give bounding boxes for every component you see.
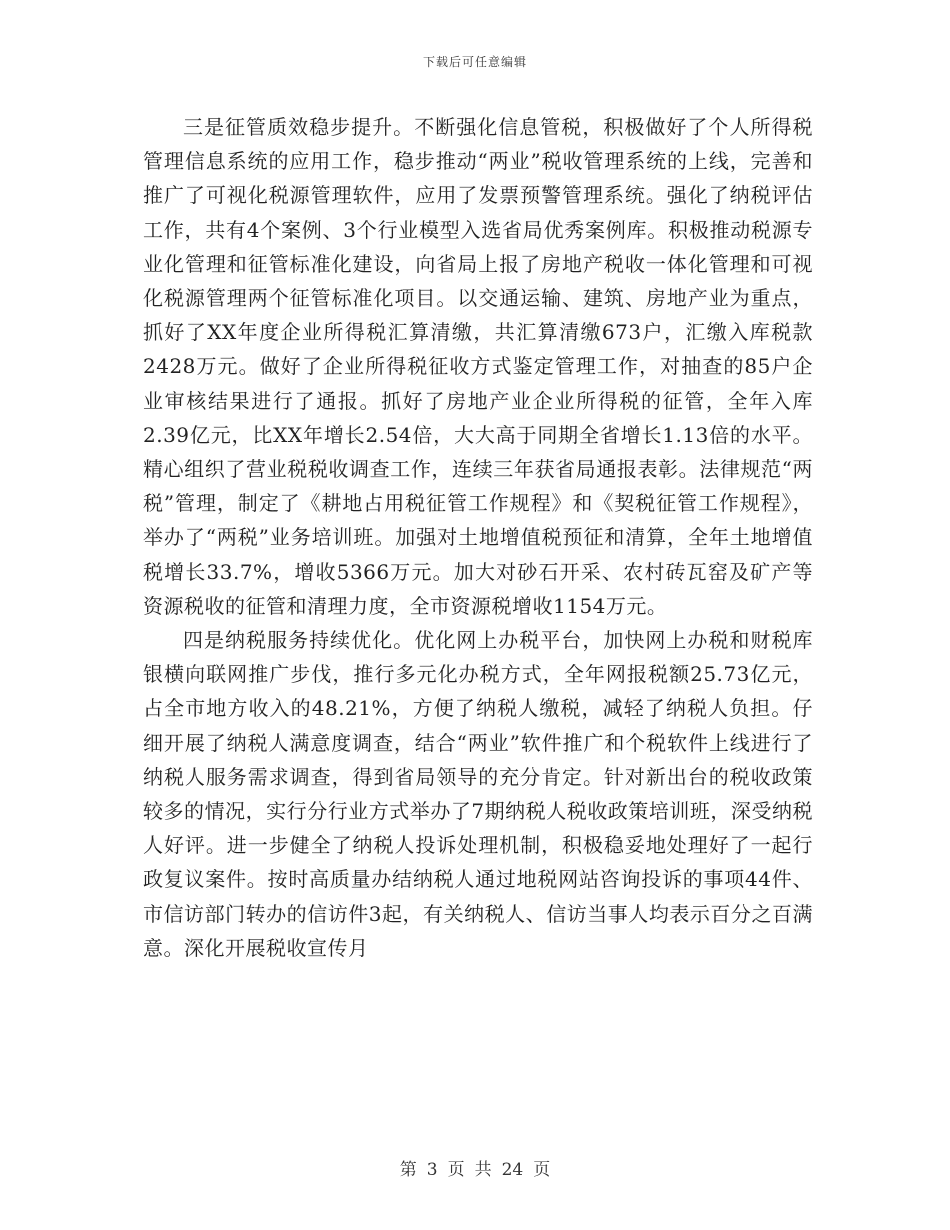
paragraph-collection-quality: 三是征管质效稳步提升。不断强化信息管税，积极做好了个人所得税管理信息系统的应用工作，稳步推动“两业”税收管理系统的上线，完善和推广了可视化税源管理软件，应用了发票预警管理系统。强化了纳税评估工作，共有4个案例、3个行业模型入选省局优秀案例库。积极推动税源专业化管理和征管标准化建设，向省局上报了房地产税收一体化管理和可视化税源管理两个征管标准化项目。以交通运输、建筑、房地产业为重点，抓好了XX年度企业所得税汇算清缴，共汇算清缴673户，汇缴入库税款2428万元。做好了企业所得税征收方式鉴定管理工作，对抽查的85户企业审核结果进行了通报。抓好了房地产业企业所得税的征管，全年入库2.39亿元，比XX年增长2.54倍，大大高于同期全省增长1.13倍的水平。精心组织了营业税税收调查工作，连续三年获省局通报表彰。法律规范“两税”管理，制定了《耕地占用税征管工作规程》和《契税征管工作规程》，举办了“两税”业务培训班。加强对土地增值税预征和清算，全年土地增值税增长33.7%，增收5366万元。加大对砂石开采、农村砖瓦窑及矿产等资源税收的征管和清理力度，全市资源税增收1154万元。 — [143, 115, 813, 618]
total-page-count: 24 — [501, 1160, 524, 1180]
current-page-number: 3 — [426, 1160, 438, 1180]
footer-total-label: 共 — [474, 1160, 492, 1180]
footer-page-label: 页 — [447, 1160, 465, 1180]
footer-suffix: 页 — [533, 1160, 551, 1180]
document-body — [143, 110, 813, 965]
page-footer — [0, 1155, 950, 1180]
footer-prefix: 第 — [399, 1160, 417, 1180]
paragraph-taxpayer-service: 四是纳税服务持续优化。优化网上办税平台，加快网上办税和财税库银横向联网推广步伐，推行多元化办税方式，全年网报税额25.73亿元，占全市地方收入的48.21%，方便了纳税人缴税，减轻了纳税人负担。仔细开展了纳税人满意度调查，结合“两业”软件推广和个税软件上线进行了纳税人服务需求调查，得到省局领导的充分肯定。针对新出台的税收政策较多的情况，实行分行业方式举办了7期纳税人税收政策培训班，深受纳税人好评。进一步健全了纳税人投诉处理机制，积极稳妥地处理好了一起行政复议案件。按时高质量办结纳税人通过地税网站咨询投诉的事项44件、市信访部门转办的信访件3起，有关纳税人、信访当事人均表示百分之百满意。深化开展税收宣传月 — [143, 628, 813, 960]
page-header: 下载后可任意编辑 — [422, 55, 527, 69]
